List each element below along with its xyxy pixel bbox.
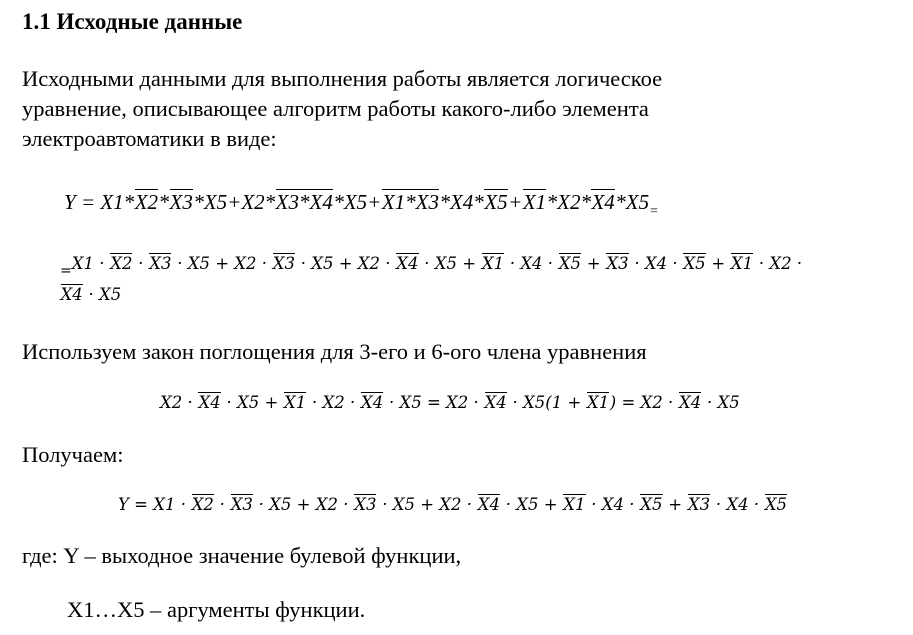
- negated-term: X4: [679, 393, 702, 412]
- section-heading: 1.1 Исходные данные: [22, 9, 243, 34]
- equation-result: [118, 494, 788, 514]
- negated-term: X3: [230, 495, 253, 514]
- equation-term: *X5: [615, 190, 650, 214]
- equation-term: =: [60, 263, 72, 279]
- equation-term: Y: [64, 190, 76, 214]
- equation-term: · X5 +: [419, 254, 482, 273]
- equation-term: · X5: [83, 285, 122, 304]
- equation-term: · X2 ·: [753, 254, 803, 273]
- equation-term: · X4 ·: [504, 254, 559, 273]
- negated-term: X4: [484, 393, 507, 412]
- negated-term: X1*X3: [381, 190, 439, 214]
- equation-term: +: [581, 254, 606, 273]
- negated-term: X3: [149, 254, 172, 273]
- equation-original: [64, 189, 659, 220]
- equation-term: · X5 +: [500, 495, 563, 514]
- definition-args: X1…X5 – аргументы функции.: [67, 597, 366, 622]
- negated-term: X4: [60, 285, 83, 304]
- equation-term: · X4 ·: [629, 254, 683, 273]
- equation-term: ·: [132, 254, 149, 273]
- negated-term: X4: [591, 190, 615, 214]
- negated-term: X1: [481, 254, 505, 273]
- equation-term: *X4*: [439, 190, 484, 214]
- negated-term: X5: [484, 190, 508, 214]
- equation-term: +: [663, 495, 688, 514]
- negated-term: X5: [558, 254, 582, 273]
- equation-term: *X5+X2*: [193, 190, 276, 214]
- equation-term: Y = X1 ·: [118, 495, 192, 514]
- negated-term: X5: [764, 495, 788, 514]
- intro-line-2: уравнение, описывающее алгоритм работы какого-либо элемента: [22, 96, 649, 121]
- negated-term: X1: [563, 495, 586, 514]
- equation-expanded-line-1: [60, 253, 802, 279]
- equation-term: *X5+: [333, 190, 382, 214]
- negated-term: X3: [687, 495, 711, 514]
- negated-term: X3: [169, 190, 193, 214]
- equation-term: · X4 ·: [586, 495, 640, 514]
- definition-y: где: Y – выходное значение булевой функции,: [22, 543, 462, 568]
- equation-term: · X4 ·: [710, 495, 765, 514]
- equation-expanded-line-2: [60, 284, 121, 304]
- equation-term: · X5 + X2 ·: [171, 254, 273, 273]
- negated-term: X1: [587, 393, 610, 412]
- negated-term: X2: [134, 190, 159, 214]
- negated-term: X3*X4: [275, 190, 333, 214]
- intro-line-3: электроавтоматики в виде:: [22, 126, 277, 151]
- equation-term: · X5 + X2 ·: [376, 495, 478, 514]
- equation-term: *: [158, 190, 170, 214]
- equation-term: =: [649, 204, 659, 219]
- negated-term: X5: [683, 254, 706, 273]
- negated-term: X4: [396, 254, 419, 273]
- negated-term: X4: [477, 495, 500, 514]
- negated-term: X1: [730, 254, 754, 273]
- negated-term: X3: [272, 254, 295, 273]
- equation-term: · X5(1 +: [507, 393, 587, 412]
- equation-term: · X5 +: [221, 393, 284, 412]
- equation-term: X2 ·: [160, 393, 198, 412]
- intro-line-1: Исходными данными для выполнения работы является логическое: [22, 66, 663, 91]
- equation-term: · X5: [701, 393, 740, 412]
- negated-term: X2: [110, 254, 133, 273]
- intro-paragraph: [22, 64, 902, 154]
- equation-term: = X1*: [75, 190, 135, 214]
- equation-term: +: [706, 254, 731, 273]
- negated-term: X4: [361, 393, 384, 412]
- equation-term: X1 ·: [71, 254, 110, 273]
- absorption-law-text: Используем закон поглощения для 3-его и 6-ого члена уравнения: [22, 339, 647, 364]
- negated-term: X3: [354, 495, 377, 514]
- equation-term: · X5 + X2 ·: [253, 495, 354, 514]
- negated-term: X3: [606, 254, 629, 273]
- negated-term: X1: [522, 190, 547, 214]
- equation-term: ) = X2 ·: [609, 393, 679, 412]
- equation-term: · X5 = X2 ·: [383, 393, 485, 412]
- equation-term: · X5 + X2 ·: [295, 254, 396, 273]
- negated-term: X5: [640, 495, 663, 514]
- equation-term: *X2*: [546, 190, 591, 214]
- negated-term: X1: [284, 393, 307, 412]
- equation-term: · X2 ·: [306, 393, 361, 412]
- negated-term: X4: [198, 393, 221, 412]
- equation-term: +: [508, 190, 523, 214]
- negated-term: X2: [191, 495, 214, 514]
- equation-absorption: [160, 392, 740, 412]
- equation-term: ·: [214, 495, 231, 514]
- result-label: Получаем:: [22, 442, 124, 467]
